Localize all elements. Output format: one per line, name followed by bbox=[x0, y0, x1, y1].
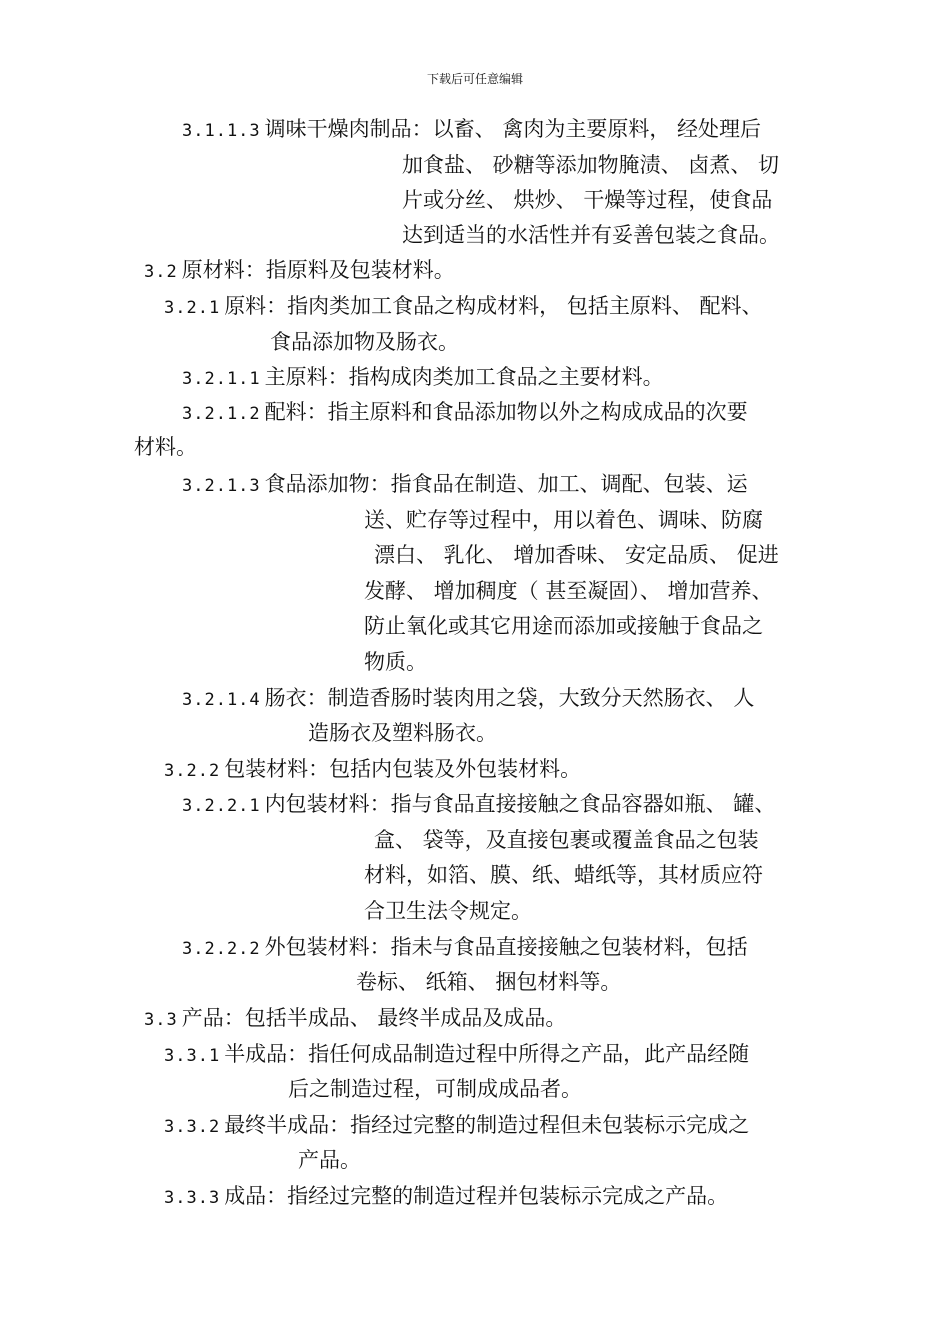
item-text: 成品：指经过完整的制造过程并包装标示完成之产品。 bbox=[224, 1184, 729, 1208]
item-3-2-1-3-line-2: 送、贮存等过程中，用以着色、调味、防腐 bbox=[364, 508, 763, 532]
item-3-2-2-1-line-1 bbox=[182, 789, 775, 819]
item-3-3-3-line-1 bbox=[164, 1181, 728, 1211]
item-3-2-1-3-line-6: 物质。 bbox=[364, 650, 427, 674]
item-3-2-2-2-line-2: 卷标、 纸箱、 捆包材料等。 bbox=[356, 970, 622, 994]
item-text: 原材料：指原料及包装材料。 bbox=[181, 258, 455, 282]
item-3-1-1-3-line-2: 加食盐、 砂糖等添加物腌渍、 卤煮、 切 bbox=[402, 153, 780, 177]
item-3-2-1-4-line-1 bbox=[182, 683, 754, 713]
item-3-2-2-1-line-4: 合卫生法令规定。 bbox=[364, 899, 532, 923]
item-number: 3.3 bbox=[144, 1010, 178, 1030]
item-text: 肠衣：制造香肠时装肉用之袋，大致分天然肠衣、 人 bbox=[264, 686, 755, 710]
item-number: 3.1.1.3 bbox=[182, 121, 261, 141]
item-3-2-1-line-1 bbox=[164, 291, 763, 321]
item-3-2-line-1 bbox=[144, 255, 455, 285]
item-3-1-1-3-line-1 bbox=[182, 114, 761, 144]
item-number: 3.2.2.2 bbox=[182, 939, 261, 959]
item-3-3-line-1 bbox=[144, 1003, 566, 1033]
item-number: 3.2.1.3 bbox=[182, 476, 261, 496]
item-number: 3.2.1.4 bbox=[182, 690, 261, 710]
item-text: 调味干燥肉制品：以畜、 禽肉为主要原料， 经处理后 bbox=[264, 117, 762, 141]
item-3-3-1-line-2: 后之制造过程，可制成成品者。 bbox=[288, 1077, 582, 1101]
item-number: 3.2.2.1 bbox=[182, 796, 261, 816]
item-text: 产品：包括半成品、 最终半成品及成品。 bbox=[181, 1006, 567, 1030]
item-text: 食品添加物：指食品在制造、加工、调配、包装、运 bbox=[264, 472, 748, 496]
item-text: 配料：指主原料和食品添加物以外之构成成品的次要 bbox=[264, 400, 748, 424]
item-text: 原料：指肉类加工食品之构成材料， 包括主原料、 配料、 bbox=[224, 294, 763, 318]
item-text: 外包装材料：指未与食品直接接触之包装材料，包括 bbox=[264, 935, 748, 959]
item-3-2-1-2-line-2: 材料。 bbox=[134, 435, 197, 459]
item-3-2-1-3-line-1 bbox=[182, 469, 748, 499]
item-number: 3.2.1.2 bbox=[182, 404, 261, 424]
item-3-3-2-line-1 bbox=[164, 1110, 749, 1140]
item-3-1-1-3-line-4: 达到适当的水活性并有妥善包装之食品。 bbox=[402, 223, 780, 247]
item-text: 包装材料：包括内包装及外包装材料。 bbox=[224, 757, 582, 781]
item-3-2-1-3-line-5: 防止氧化或其它用途而添加或接触于食品之 bbox=[364, 614, 763, 638]
item-number: 3.2.1.1 bbox=[182, 369, 261, 389]
item-3-2-1-3-line-3: 漂白、 乳化、 增加香味、 安定品质、 促进 bbox=[374, 543, 779, 567]
item-number: 3.2 bbox=[144, 262, 178, 282]
item-number: 3.2.1 bbox=[164, 298, 221, 318]
item-text: 内包装材料：指与食品直接接触之食品容器如瓶、 罐、 bbox=[264, 792, 776, 816]
item-3-2-1-2-line-1 bbox=[182, 397, 748, 427]
item-number: 3.2.2 bbox=[164, 761, 221, 781]
item-3-3-1-line-1 bbox=[164, 1039, 749, 1069]
page-header: 下载后可任意编辑 bbox=[426, 72, 523, 86]
item-number: 3.3.3 bbox=[164, 1188, 221, 1208]
item-3-2-2-1-line-2: 盒、 袋等，及直接包裹或覆盖食品之包装 bbox=[374, 828, 759, 852]
item-3-2-1-3-line-4: 发酵、 增加稠度（ 甚至凝固）、 增加营养、 bbox=[364, 579, 773, 603]
item-text: 半成品：指任何成品制造过程中所得之产品，此产品经随 bbox=[224, 1042, 750, 1066]
item-3-2-1-line-2: 食品添加物及肠衣。 bbox=[270, 330, 459, 354]
item-3-1-1-3-line-3: 片或分丝、 烘炒、 干燥等过程，使食品 bbox=[402, 188, 773, 212]
item-text: 最终半成品：指经过完整的制造过程但未包装标示完成之 bbox=[224, 1113, 750, 1137]
item-3-2-1-4-line-2: 造肠衣及塑料肠衣。 bbox=[308, 721, 497, 745]
item-3-3-2-line-2: 产品。 bbox=[298, 1148, 361, 1172]
item-3-2-2-line-1 bbox=[164, 754, 581, 784]
item-number: 3.3.2 bbox=[164, 1117, 221, 1137]
item-number: 3.3.1 bbox=[164, 1046, 221, 1066]
item-text: 主原料：指构成肉类加工食品之主要材料。 bbox=[264, 365, 664, 389]
item-3-2-2-1-line-3: 材料，如箔、膜、纸、蜡纸等，其材质应符 bbox=[364, 863, 763, 887]
item-3-2-1-1-line-1 bbox=[182, 362, 664, 392]
item-3-2-2-2-line-1 bbox=[182, 932, 748, 962]
